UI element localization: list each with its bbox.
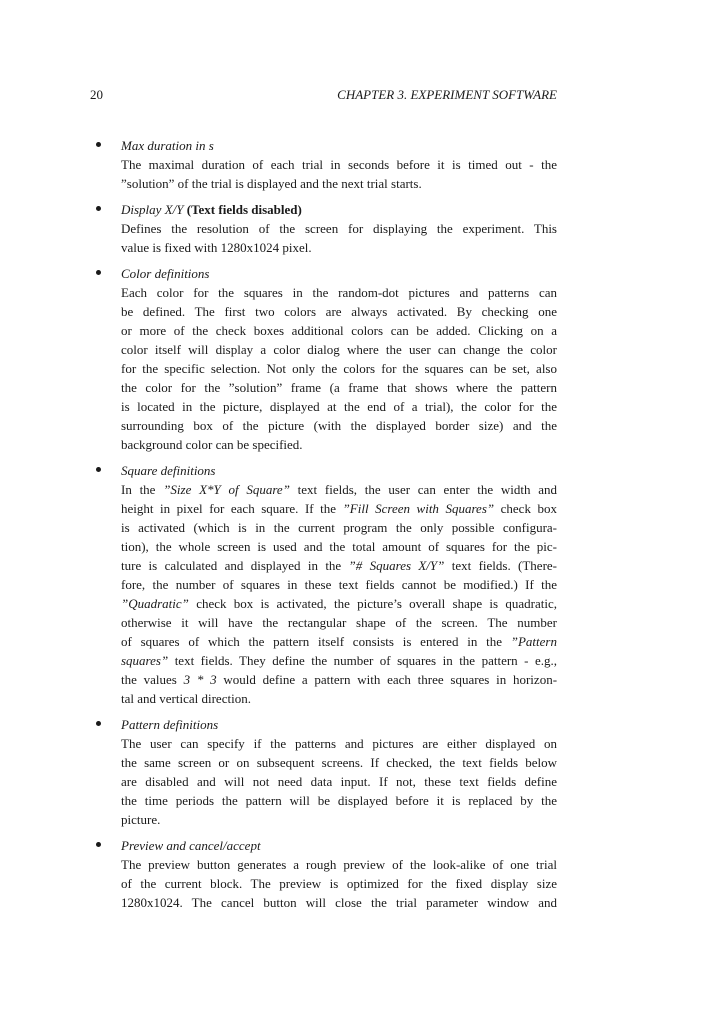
body-line: of the current block. The preview is optimized for the fixed display size [121,876,557,891]
body-line: is located in the picture, displayed at the end of a trial), the color for the [121,399,557,414]
item-title-text: Pattern definitions [121,717,219,732]
item-title-text: Color definitions [121,266,210,281]
body-line: fore, the number of squares in these text fields cannot be modified.) If the [121,577,557,592]
body-line: is activated (which is in the current program the only possible configura- [121,520,557,535]
bullet-dot-icon [96,206,101,211]
body-line: the color for the ”solution” frame (a frame that shows where the pattern [121,380,557,395]
body-line: the same screen or on subsequent screens. If checked, the text fields below [121,755,557,770]
body-line: of squares of which the pattern itself consists is entered in the ”Pattern [121,634,557,649]
body-line: background color can be specified. [121,437,303,452]
item-title-text: Display X/Y [121,202,184,217]
bullet-dot-icon [96,721,101,726]
item-title-text: Preview and cancel/accept [121,838,261,853]
item-title-text: Max duration in s [121,138,214,153]
list-item [96,715,557,829]
body-line: height in pixel for each square. If the ”Fill Screen with Squares” check box [121,501,557,516]
body-line: surrounding box of the picture (with the displayed border size) and the [121,418,557,433]
body-line: The preview button generates a rough preview of the look-alike of one trial [121,857,557,872]
body-line: squares” text fields. They define the number of squares in the pattern - e.g., [121,653,557,668]
body-line: the values 3 * 3 would define a pattern with each three squares in horizon- [121,672,558,687]
body-line: 1280x1024. The cancel button will close the trial parameter window and [121,895,557,910]
item-title [121,264,557,283]
body-line: or more of the check boxes additional colors can be added. Clicking on a [121,323,557,338]
item-title [121,715,557,734]
body-line: picture. [121,812,161,827]
bullet-dot-icon [96,142,101,147]
bullet-dot-icon [96,467,101,472]
list-item [96,461,557,708]
item-title [121,836,557,855]
page-number: 20 [90,87,103,102]
body-line: value is fixed with 1280x1024 pixel. [121,240,312,255]
body-line: be defined. The first two colors are always activated. By checking one [121,304,557,319]
body-line: are disabled and will not need data input. If not, these text fields define [121,774,557,789]
body-line: tion), the whole screen is used and the total amount of squares for the pic- [121,539,557,554]
body-line: ”Quadratic” check box is activated, the picture’s overall shape is quadratic, [121,596,557,611]
chapter-title: CHAPTER 3. EXPERIMENT SOFTWARE [337,87,557,102]
body-line: ”solution” of the trial is displayed and the next trial starts. [121,176,422,191]
body-line: The maximal duration of each trial in seconds before it is timed out - the [121,157,557,172]
bullet-list [96,136,557,919]
body-line: otherwise it will have the rectangular shape of the screen. The number [121,615,557,630]
bullet-dot-icon [96,842,101,847]
item-title-text: Square definitions [121,463,216,478]
body-line: tal and vertical direction. [121,691,251,706]
item-title [121,200,557,219]
body-line: In the ”Size X*Y of Square” text fields, the user can enter the width and [121,482,558,497]
running-head [90,86,557,104]
body-line: The user can specify if the patterns and pictures are either displayed on [121,736,557,751]
body-line: color itself will display a color dialog where the user can change the color [121,342,557,357]
list-item [96,264,557,454]
list-item [96,836,557,912]
list-item [96,136,557,193]
bullet-dot-icon [96,270,101,275]
item-title-note: (Text fields disabled) [186,202,302,217]
body-line: ture is calculated and displayed in the ”# Squares X/Y” text fields. (There- [121,558,558,573]
item-title [121,136,557,155]
body-line: Defines the resolution of the screen for displaying the experiment. This [121,221,557,236]
body-line: for the specific selection. Not only the colors for the squares can be set, also [121,361,557,376]
body-line: the time periods the pattern will be displayed before it is replaced by the [121,793,557,808]
body-line: Each color for the squares in the random-dot pictures and patterns can [121,285,557,300]
list-item [96,200,557,257]
item-title [121,461,557,480]
